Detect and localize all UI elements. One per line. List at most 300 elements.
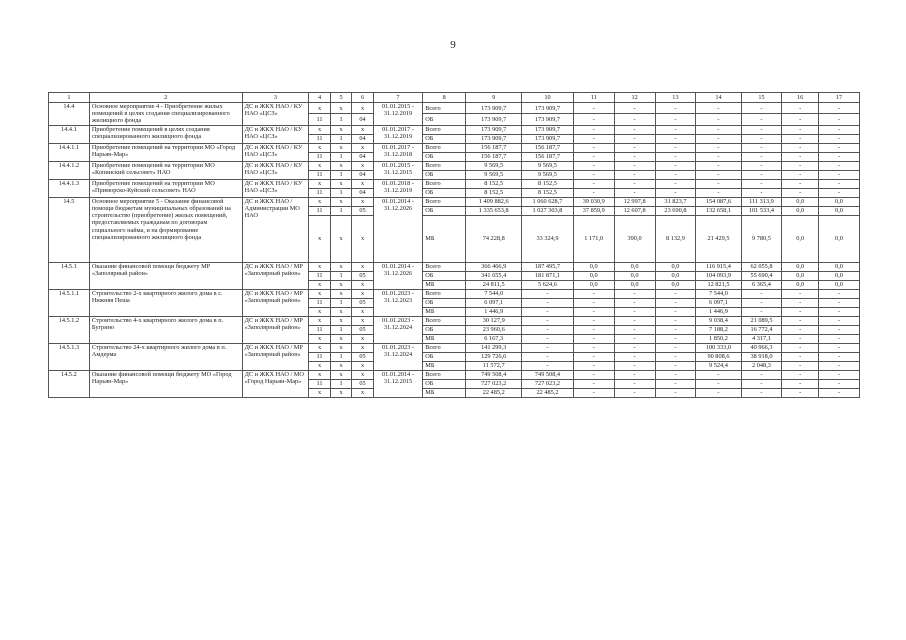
amount-col-14: -	[696, 388, 741, 397]
amount-col-12: -	[614, 179, 655, 188]
item-executor: ДС и ЖКХ НАО / МР «Заполярный район»	[242, 262, 309, 289]
amount-col-11: -	[573, 325, 614, 334]
table-row	[49, 289, 860, 298]
code-col-6: 05	[352, 298, 374, 307]
amount-col-15: -	[741, 307, 782, 316]
column-number-13: 13	[655, 93, 696, 103]
amount-col-12: -	[614, 361, 655, 370]
amount-col-17: 0,0	[818, 271, 859, 280]
item-code: 14.4.1.1	[49, 143, 90, 161]
amount-col-12: -	[614, 388, 655, 397]
item-executor: ДС и ЖКХ НАО / КУ НАО «ЦСЗ»	[242, 179, 309, 197]
funding-source: МБ	[423, 388, 466, 397]
item-name: Приобретение помещений на территории МО «Приморско-Куйский сельсовет» НАО	[89, 179, 242, 197]
amount-col-14: 9 038,4	[696, 316, 741, 325]
amount-col-13: -	[655, 343, 696, 352]
amount-col-13: -	[655, 388, 696, 397]
item-executor: ДС и ЖКХ НАО / КУ НАО «ЦСЗ»	[242, 161, 309, 179]
code-col-4: х	[309, 197, 331, 206]
amount-col-16: -	[782, 179, 819, 188]
code-col-4: 11	[309, 206, 331, 215]
amount-col-16: -	[782, 298, 819, 307]
code-col-6: 04	[352, 152, 374, 161]
amount-col-10: -	[522, 289, 574, 298]
amount-col-11: -	[573, 352, 614, 361]
amount-col-10: 5 624,6	[522, 280, 574, 289]
code-col-6: 05	[352, 379, 374, 388]
item-executor: ДС и ЖКХ НАО / КУ НАО «ЦСЗ»	[242, 143, 309, 161]
amount-col-13: -	[655, 289, 696, 298]
amount-col-11: -	[573, 316, 614, 325]
code-col-6: х	[352, 161, 374, 170]
amount-col-16: -	[782, 388, 819, 397]
amount-col-16: -	[782, 361, 819, 370]
amount-col-15: 62 055,8	[741, 262, 782, 271]
amount-col-13: -	[655, 143, 696, 152]
amount-col-14: 6 097,1	[696, 298, 741, 307]
amount-col-16: -	[782, 161, 819, 170]
code-col-5: х	[330, 307, 352, 316]
amount-col-15: 21 089,5	[741, 316, 782, 325]
table-row	[49, 370, 860, 379]
amount-col-13: -	[655, 188, 696, 197]
amount-col-17: 0,0	[818, 215, 859, 262]
column-number-6: 6	[352, 93, 374, 103]
code-col-5: 1	[330, 271, 352, 280]
amount-col-17: -	[818, 361, 859, 370]
code-col-6: 05	[352, 325, 374, 334]
amount-col-16: -	[782, 325, 819, 334]
amount-col-16: 0,0	[782, 206, 819, 215]
amount-col-9: 11 572,7	[466, 361, 522, 370]
amount-col-15: 38 918,0	[741, 352, 782, 361]
code-col-6: 04	[352, 134, 374, 143]
code-col-4: 11	[309, 271, 331, 280]
amount-col-14: 12 821,5	[696, 280, 741, 289]
amount-col-16: -	[782, 370, 819, 379]
code-col-4: 11	[309, 379, 331, 388]
code-col-6: х	[352, 179, 374, 188]
amount-col-13: -	[655, 125, 696, 134]
code-col-4: х	[309, 262, 331, 271]
amount-col-9: 8 152,5	[466, 179, 522, 188]
item-period: 01.01.2014 - 31.12.2026	[373, 262, 422, 289]
item-executor: ДС и ЖКХ НАО / МР «Заполярный район»	[242, 316, 309, 343]
code-col-5: х	[330, 316, 352, 325]
code-col-5: 1	[330, 188, 352, 197]
amount-col-10: -	[522, 352, 574, 361]
code-col-6: 05	[352, 352, 374, 361]
code-col-6: х	[352, 262, 374, 271]
code-col-6: 04	[352, 170, 374, 179]
item-period: 01.01.2023 - 31.12.2024	[373, 316, 422, 343]
column-number-7: 7	[373, 93, 422, 103]
code-col-5: 1	[330, 134, 352, 143]
amount-col-13: -	[655, 352, 696, 361]
amount-col-15: -	[741, 179, 782, 188]
item-period: 01.01.2017 - 31.12.2019	[373, 125, 422, 143]
amount-col-12: -	[614, 370, 655, 379]
amount-col-15: 2 048,3	[741, 361, 782, 370]
column-number-4: 4	[309, 93, 331, 103]
amount-col-11: -	[573, 370, 614, 379]
amount-col-15: 40 966,3	[741, 343, 782, 352]
amount-col-11: -	[573, 334, 614, 343]
amount-col-12: -	[614, 188, 655, 197]
amount-col-17: -	[818, 388, 859, 397]
amount-col-13: -	[655, 298, 696, 307]
code-col-4: 11	[309, 352, 331, 361]
code-col-4: х	[309, 307, 331, 316]
amount-col-13: -	[655, 152, 696, 161]
amount-col-10: 9 569,5	[522, 161, 574, 170]
amount-col-15: -	[741, 103, 782, 114]
amount-col-14: 90 808,6	[696, 352, 741, 361]
code-col-4: 11	[309, 134, 331, 143]
table-row	[49, 103, 860, 114]
item-name: Строительство 2-х квартирного жилого дома в с. Нижняя Пеша	[89, 289, 242, 316]
amount-col-11: -	[573, 179, 614, 188]
amount-col-16: -	[782, 114, 819, 125]
amount-col-11: -	[573, 289, 614, 298]
amount-col-11: -	[573, 298, 614, 307]
amount-col-11: -	[573, 170, 614, 179]
amount-col-11: -	[573, 125, 614, 134]
code-col-6: х	[352, 334, 374, 343]
column-number-8: 8	[423, 93, 466, 103]
code-col-5: х	[330, 361, 352, 370]
amount-col-14: -	[696, 143, 741, 152]
code-col-6: 04	[352, 188, 374, 197]
code-col-4: 11	[309, 188, 331, 197]
code-col-5: 1	[330, 114, 352, 125]
amount-col-16: -	[782, 307, 819, 316]
amount-col-13: 0,0	[655, 271, 696, 280]
item-name: Приобретение помещений в целях создания специализированного жилищного фонда	[89, 125, 242, 143]
amount-col-10: -	[522, 334, 574, 343]
funding-source: ОБ	[423, 298, 466, 307]
amount-col-14: -	[696, 152, 741, 161]
amount-col-15: 101 533,4	[741, 206, 782, 215]
funding-source: ОБ	[423, 271, 466, 280]
item-code: 14.5.1.1	[49, 289, 90, 316]
amount-col-11: -	[573, 307, 614, 316]
amount-col-11: -	[573, 103, 614, 114]
amount-col-9: 30 127,9	[466, 316, 522, 325]
amount-col-17: -	[818, 298, 859, 307]
amount-col-14: -	[696, 134, 741, 143]
amount-col-10: 173 909,7	[522, 114, 574, 125]
amount-col-11: -	[573, 361, 614, 370]
amount-col-12: -	[614, 352, 655, 361]
amount-col-17: -	[818, 114, 859, 125]
amount-col-11: -	[573, 188, 614, 197]
code-col-5: 1	[330, 152, 352, 161]
amount-col-12: -	[614, 170, 655, 179]
code-col-6: 05	[352, 206, 374, 215]
amount-col-14: 9 524,4	[696, 361, 741, 370]
amount-col-17: -	[818, 289, 859, 298]
amount-col-14: 21 429,5	[696, 215, 741, 262]
amount-col-12: -	[614, 114, 655, 125]
amount-col-17: -	[818, 125, 859, 134]
amount-col-14: 132 658,1	[696, 206, 741, 215]
item-code: 14.5.1.3	[49, 343, 90, 370]
code-col-6: х	[352, 197, 374, 206]
amount-col-14: -	[696, 179, 741, 188]
amount-col-10: 8 152,5	[522, 179, 574, 188]
amount-col-10: 173 909,7	[522, 103, 574, 114]
item-executor: ДС и ЖКХ НАО / КУ НАО «ЦСЗ»	[242, 125, 309, 143]
amount-col-10: 8 152,5	[522, 188, 574, 197]
amount-col-14: -	[696, 170, 741, 179]
amount-col-13: -	[655, 307, 696, 316]
funding-source: Всего	[423, 370, 466, 379]
item-name: Приобретение помещений на территории МО «Город Нарьян-Мар»	[89, 143, 242, 161]
amount-col-17: 0,0	[818, 280, 859, 289]
amount-col-17: 0,0	[818, 206, 859, 215]
item-period: 01.01.2015 - 31.12.2015	[373, 161, 422, 179]
amount-col-12: -	[614, 307, 655, 316]
amount-col-10: 173 909,7	[522, 134, 574, 143]
amount-col-17: -	[818, 343, 859, 352]
code-col-4: х	[309, 280, 331, 289]
amount-col-9: 141 299,3	[466, 343, 522, 352]
code-col-4: 11	[309, 325, 331, 334]
amount-col-14: -	[696, 103, 741, 114]
amount-col-9: 9 569,5	[466, 170, 522, 179]
amount-col-12: 12 997,8	[614, 197, 655, 206]
amount-col-14: -	[696, 188, 741, 197]
funding-source: ОБ	[423, 379, 466, 388]
amount-col-17: -	[818, 352, 859, 361]
code-col-6: х	[352, 388, 374, 397]
amount-col-9: 173 909,7	[466, 103, 522, 114]
amount-col-11: 0,0	[573, 280, 614, 289]
amount-col-10: -	[522, 325, 574, 334]
amount-col-17: -	[818, 161, 859, 170]
amount-col-17: -	[818, 152, 859, 161]
code-col-5: х	[330, 289, 352, 298]
amount-col-11: -	[573, 161, 614, 170]
amount-col-17: -	[818, 103, 859, 114]
code-col-5: х	[330, 125, 352, 134]
code-col-4: х	[309, 361, 331, 370]
item-code: 14.5	[49, 197, 90, 262]
funding-source: Всего	[423, 125, 466, 134]
code-col-6: х	[352, 307, 374, 316]
funding-source: МБ	[423, 307, 466, 316]
amount-col-16: -	[782, 289, 819, 298]
code-col-5: х	[330, 103, 352, 114]
table-row	[49, 262, 860, 271]
amount-col-10: 9 569,5	[522, 170, 574, 179]
amount-col-13: 0,0	[655, 280, 696, 289]
amount-col-17: -	[818, 334, 859, 343]
column-number-15: 15	[741, 93, 782, 103]
code-col-4: х	[309, 103, 331, 114]
item-executor: ДС и ЖКХ НАО / МО «Город Нарьян-Мар»	[242, 370, 309, 397]
column-number-12: 12	[614, 93, 655, 103]
amount-col-16: -	[782, 134, 819, 143]
amount-col-15: -	[741, 143, 782, 152]
amount-col-10: -	[522, 307, 574, 316]
amount-col-12: -	[614, 125, 655, 134]
amount-col-13: -	[655, 179, 696, 188]
funding-source: Всего	[423, 103, 466, 114]
amount-col-13: -	[655, 316, 696, 325]
funding-source: ОБ	[423, 170, 466, 179]
code-col-5: 1	[330, 325, 352, 334]
funding-source: ОБ	[423, 352, 466, 361]
amount-col-12: 0,0	[614, 271, 655, 280]
code-col-4: 11	[309, 114, 331, 125]
code-col-4: х	[309, 388, 331, 397]
table-row	[49, 161, 860, 170]
column-number-11: 11	[573, 93, 614, 103]
amount-col-17: -	[818, 379, 859, 388]
amount-col-13: 31 823,7	[655, 197, 696, 206]
amount-col-14: 1 850,2	[696, 334, 741, 343]
amount-col-16: -	[782, 125, 819, 134]
amount-col-9: 727 023,2	[466, 379, 522, 388]
amount-col-16: -	[782, 188, 819, 197]
amount-col-15: -	[741, 370, 782, 379]
item-period: 01.01.2023 - 31.12.2024	[373, 343, 422, 370]
amount-col-13: -	[655, 370, 696, 379]
table-row	[49, 316, 860, 325]
funding-source: Всего	[423, 289, 466, 298]
code-col-5: х	[330, 334, 352, 343]
amount-col-16: -	[782, 152, 819, 161]
amount-col-12: -	[614, 316, 655, 325]
amount-col-9: 173 909,7	[466, 134, 522, 143]
amount-col-9: 156 187,7	[466, 143, 522, 152]
amount-col-11: 37 859,9	[573, 206, 614, 215]
amount-col-15: -	[741, 170, 782, 179]
amount-col-16: 0,0	[782, 280, 819, 289]
amount-col-9: 8 152,5	[466, 188, 522, 197]
amount-col-15: -	[741, 114, 782, 125]
item-code: 14.4.1	[49, 125, 90, 143]
amount-col-16: -	[782, 334, 819, 343]
amount-col-9: 22 485,2	[466, 388, 522, 397]
table-row	[49, 179, 860, 188]
item-code: 14.4	[49, 103, 90, 126]
amount-col-11: 0,0	[573, 262, 614, 271]
table-row	[49, 143, 860, 152]
code-col-4: х	[309, 343, 331, 352]
amount-col-17: -	[818, 316, 859, 325]
amount-col-10: 1 060 628,7	[522, 197, 574, 206]
table-row	[49, 343, 860, 352]
funding-source: ОБ	[423, 134, 466, 143]
amount-col-17: 0,0	[818, 262, 859, 271]
amount-col-12: -	[614, 325, 655, 334]
amount-col-11: -	[573, 143, 614, 152]
amount-col-12: -	[614, 298, 655, 307]
amount-col-10: -	[522, 298, 574, 307]
code-col-4: х	[309, 161, 331, 170]
amount-col-14: 100 333,0	[696, 343, 741, 352]
code-col-5: 1	[330, 206, 352, 215]
amount-col-15: -	[741, 289, 782, 298]
amount-col-14: -	[696, 125, 741, 134]
item-period: 01.01.2015 - 31.12.2019	[373, 103, 422, 126]
funding-source: МБ	[423, 280, 466, 289]
funding-source: Всего	[423, 343, 466, 352]
amount-col-16: -	[782, 379, 819, 388]
amount-col-17: 0,0	[818, 197, 859, 206]
item-name: Основное мероприятие 5 - Оказание финансовой помощи бюджетам муниципальных образований на строительство (приобретение) жилых помещений, предоставляемых гражданам по договорам социального найма, и на формирование специализированного жилищного фонда	[89, 197, 242, 262]
amount-col-9: 6 097,1	[466, 298, 522, 307]
code-col-5: х	[330, 388, 352, 397]
funding-source: МБ	[423, 215, 466, 262]
amount-col-9: 6 167,3	[466, 334, 522, 343]
code-col-4: х	[309, 125, 331, 134]
code-col-6: х	[352, 370, 374, 379]
amount-col-12: -	[614, 103, 655, 114]
amount-col-16: -	[782, 352, 819, 361]
amount-col-10: -	[522, 343, 574, 352]
amount-col-9: 366 466,9	[466, 262, 522, 271]
code-col-5: х	[330, 179, 352, 188]
code-col-4: 11	[309, 170, 331, 179]
item-period: 01.01.2023 - 31.12.2023	[373, 289, 422, 316]
amount-col-16: 0,0	[782, 271, 819, 280]
amount-col-16: -	[782, 343, 819, 352]
amount-col-13: -	[655, 361, 696, 370]
amount-col-9: 9 569,5	[466, 161, 522, 170]
funding-source: Всего	[423, 179, 466, 188]
amount-col-15: -	[741, 161, 782, 170]
code-col-5: 1	[330, 379, 352, 388]
amount-col-9: 341 655,4	[466, 271, 522, 280]
amount-col-16: -	[782, 143, 819, 152]
amount-col-15: -	[741, 134, 782, 143]
amount-col-9: 173 909,7	[466, 114, 522, 125]
amount-col-15: -	[741, 152, 782, 161]
code-col-5: х	[330, 370, 352, 379]
item-executor: ДС и ЖКХ НАО / Администрации МО НАО	[242, 197, 309, 262]
amount-col-14: -	[696, 161, 741, 170]
amount-col-17: -	[818, 188, 859, 197]
amount-col-17: -	[818, 307, 859, 316]
header-row	[49, 93, 860, 103]
column-number-2: 2	[89, 93, 242, 103]
code-col-6: х	[352, 316, 374, 325]
amount-col-17: -	[818, 370, 859, 379]
amount-col-10: 749 508,4	[522, 370, 574, 379]
funding-source: ОБ	[423, 114, 466, 125]
amount-col-16: 0,0	[782, 215, 819, 262]
amount-col-15: 9 780,5	[741, 215, 782, 262]
amount-col-11: 0,0	[573, 271, 614, 280]
funding-source: МБ	[423, 334, 466, 343]
item-name: Приобретение помещений на территории МО «Копинский сельсовет» НАО	[89, 161, 242, 179]
item-executor: ДС и ЖКХ НАО / МР «Заполярный район»	[242, 343, 309, 370]
funding-source: Всего	[423, 197, 466, 206]
amount-col-17: -	[818, 134, 859, 143]
funding-source: Всего	[423, 316, 466, 325]
amount-col-16: 0,0	[782, 262, 819, 271]
amount-col-10: -	[522, 316, 574, 325]
item-period: 01.01.2014 - 31.12.2015	[373, 370, 422, 397]
item-code: 14.5.2	[49, 370, 90, 397]
amount-col-14: 154 087,6	[696, 197, 741, 206]
amount-col-13: -	[655, 170, 696, 179]
amount-col-11: -	[573, 134, 614, 143]
